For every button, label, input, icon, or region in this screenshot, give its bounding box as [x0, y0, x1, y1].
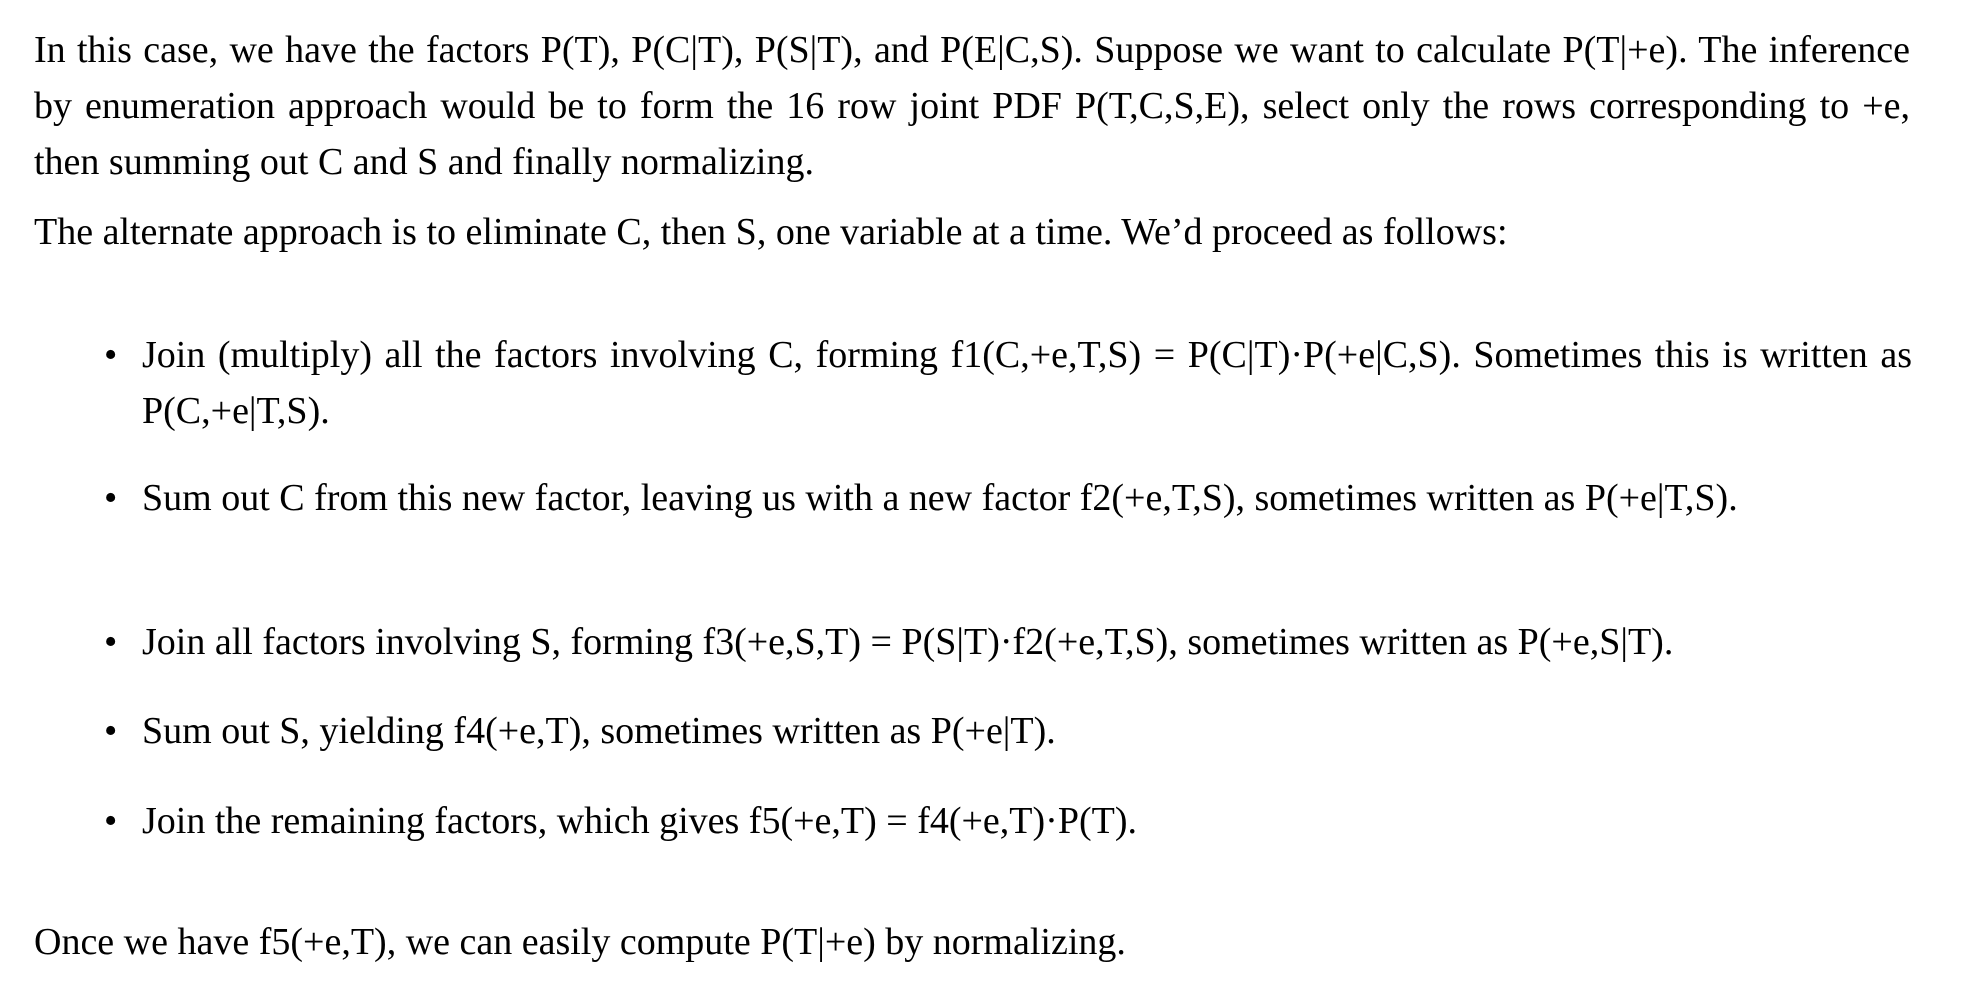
list-item-text: Sum out S, yielding f4(+e,T), sometimes written as P(+e|T).: [142, 710, 1056, 752]
list-item-text: Join all factors involving S, forming f3(+e,S,T) = P(S|T)·f2(+e,T,S), sometimes written as P(+e,S|T).: [142, 621, 1674, 663]
bullet-icon: •: [104, 800, 118, 842]
list-item-text: Join the remaining factors, which gives f5(+e,T) = f4(+e,T)·P(T).: [142, 800, 1137, 842]
intro-paragraph: In this case, we have the factors P(T), P(C|T), P(S|T), and P(E|C,S). Suppose we want to calculate P(T|+e). The inference by enumeration approach would be to form the 16 row joint PDF P(T,C,S,E), select only the rows corresponding to +e, then summing out C and S and finally normalizing.: [34, 29, 1910, 183]
list-item-text: Sum out C from this new factor, leaving us with a new factor f2(+e,T,S), sometimes written as P(+e|T,S).: [142, 477, 1738, 519]
bullet-icon: •: [104, 477, 118, 519]
list-item-text: Join (multiply) all the factors involving C, forming f1(C,+e,T,S) = P(C|T)·P(+e|C,S). Sometimes this is written as P(C,+e|T,S).: [142, 334, 1912, 432]
bullet-icon: •: [104, 621, 118, 663]
bullet-icon: •: [104, 334, 118, 376]
alternate-approach-paragraph: The alternate approach is to eliminate C, then S, one variable at a time. We’d proceed as follows:: [34, 211, 1508, 253]
conclusion-paragraph: Once we have f5(+e,T), we can easily compute P(T|+e) by normalizing.: [34, 921, 1126, 963]
bullet-icon: •: [104, 710, 118, 752]
